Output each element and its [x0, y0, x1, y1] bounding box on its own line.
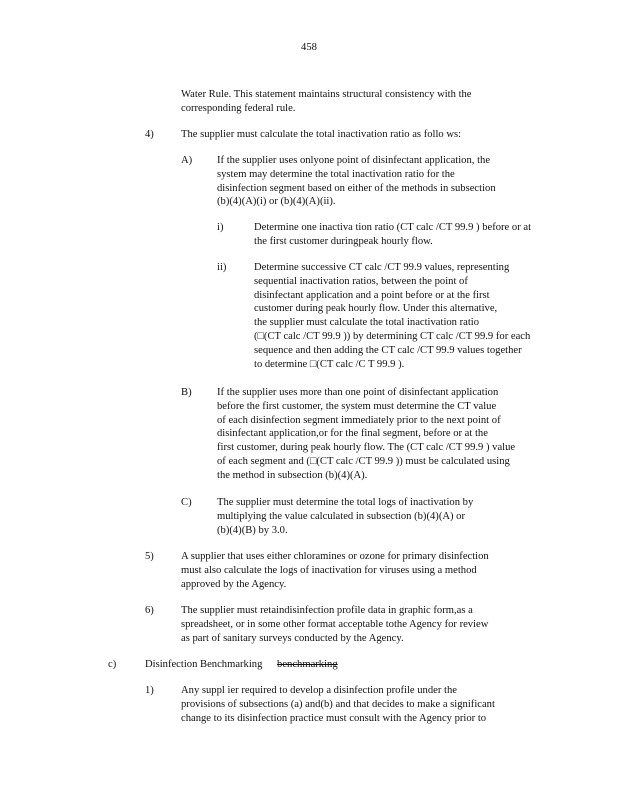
section-c-struck-text: benchmarking [277, 659, 338, 670]
intro-line: Water Rule. This statement maintains structural consistency with the [181, 89, 472, 100]
item-4a-label: A) [181, 155, 193, 166]
item-4b-paragraph [217, 386, 542, 483]
item-4c-paragraph [217, 496, 517, 537]
item-4c-line: (b)(4)(B) by 3.0. [217, 524, 288, 536]
item-4aii-line: customer during peak hourly flow. Under this alternative, [254, 303, 498, 315]
item-4a-line: (b)(4)(A)(i) or (b)(4)(A)(ii). [217, 196, 336, 208]
item-4ai-paragraph [254, 221, 542, 249]
item-6-line: spreadsheet, or in some other format acceptable tothe Agency for review [181, 618, 489, 630]
item-c1-line: change to its disinfection practice must consult with the Agency prior to [181, 712, 487, 724]
item-4b-line: before the first customer, the system must determine the CT value [217, 400, 497, 412]
item-4aii-line: sequential inactivation ratios, between the point of [254, 275, 468, 287]
item-5-paragraph [181, 550, 521, 591]
item-6-line: as part of sanitary surveys conducted by the Agency. [181, 632, 404, 644]
page-number: 458 [301, 42, 317, 53]
item-4a-line: If the supplier uses onlyone point of disinfectant application, the [217, 155, 491, 166]
item-4aii-paragraph [254, 261, 542, 371]
item-c1-paragraph [181, 684, 526, 725]
section-c-label: c) [108, 659, 117, 670]
item-4b-line: of each disinfection segment immediately prior to the next point of [217, 414, 501, 426]
item-4a-paragraph [217, 154, 527, 209]
item-5-line: A supplier that uses either chloramines or ozone for primary disinfection [181, 551, 489, 562]
item-4aii-line: to determine □(CT calc /C T 99.9 ). [254, 358, 405, 370]
item-4b-line: first customer, during peak hourly flow. The (CT calc /CT 99.9 ) value [217, 442, 516, 454]
item-4c-line: multiplying the value calculated in subsection (b)(4)(A) or [217, 510, 465, 522]
item-4aii-label: ii) [217, 262, 227, 273]
item-6-label: 6) [145, 605, 154, 616]
section-c-heading-line [145, 658, 338, 672]
item-4c-label: C) [181, 497, 192, 508]
item-4a-line: system may determine the total inactivation ratio for the [217, 168, 455, 180]
item-4aii-line: Determine successive CT calc /CT 99.9 values, representing [254, 262, 510, 273]
intro-line: corresponding federal rule. [181, 102, 296, 114]
item-4a-line: disinfection segment based on either of the methods in subsection [217, 182, 496, 194]
item-4aii-line: disinfectant application and a point before or at the first [254, 289, 490, 301]
item-4-text: The supplier must calculate the total inactivation ratio as follo ws: [181, 129, 462, 140]
item-4aii-line: (□(CT calc /CT 99.9 )) by determining CT calc /CT 99.9 for each [254, 330, 531, 342]
item-4ai-label: i) [217, 222, 224, 233]
item-5-line: approved by the Agency. [181, 578, 287, 590]
item-4b-label: B) [181, 387, 192, 398]
item-4aii-line: the supplier must calculate the total inactivation ratio [254, 317, 480, 329]
item-4b-line: disinfectant application,or for the final segment, before or at the [217, 428, 488, 440]
item-c1-label: 1) [145, 685, 154, 696]
item-5-label: 5) [145, 551, 154, 562]
item-4-label: 4) [145, 129, 154, 140]
item-c1-line: provisions of subsections (a) and(b) and that decides to make a significant [181, 698, 495, 710]
item-4b-line: of each segment and (□(CT calc /CT 99.9 )) must be calculated using [217, 455, 510, 467]
intro-paragraph [181, 88, 515, 116]
item-c1-line: Any suppl ier required to develop a disinfection profile under the [181, 685, 457, 696]
item-4b-line: If the supplier uses more than one point of disinfectant application [217, 387, 499, 398]
section-c-heading: Disinfection Benchmarking [145, 659, 263, 670]
item-4b-line: the method in subsection (b)(4)(A). [217, 469, 368, 481]
item-4ai-line: Determine one inactiva tion ratio (CT calc /CT 99.9 ) before or at [254, 222, 532, 233]
item-6-line: The supplier must retaindisinfection profile data in graphic form,as a [181, 605, 473, 616]
item-6-paragraph [181, 604, 521, 645]
item-4c-line: The supplier must determine the total logs of inactivation by [217, 497, 474, 508]
item-4aii-line: sequence and then adding the CT calc /CT 99.9 values together [254, 344, 522, 356]
item-4ai-line: the first customer duringpeak hourly flow. [254, 235, 433, 247]
item-5-line: must also calculate the logs of inactivation for viruses using a method [181, 564, 477, 576]
